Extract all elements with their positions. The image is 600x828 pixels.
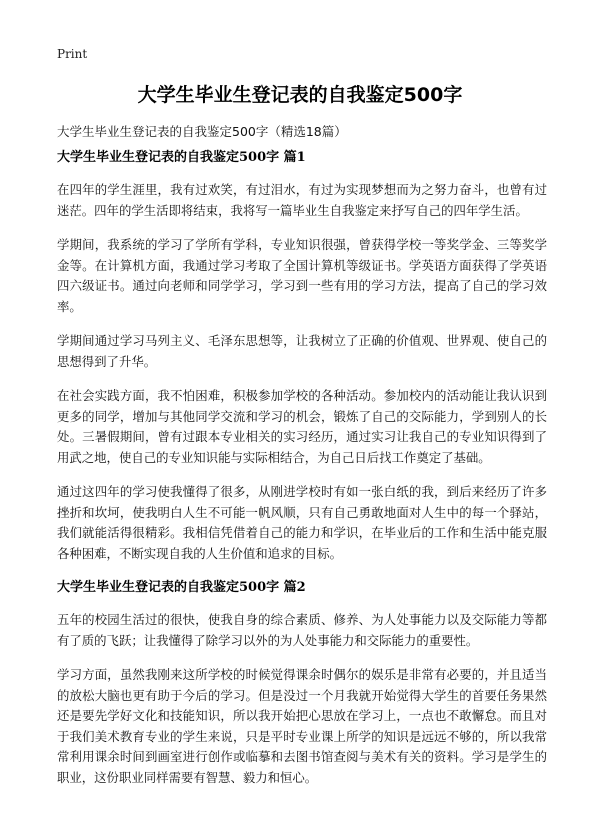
page-title: 大学生毕业生登记表的自我鉴定500字 — [137, 84, 463, 106]
section-1-paragraph-5: 通过这四年的学习使我懂得了很多，从刚进学校时有如一张白纸的我，到后来经历了许多挫折和坎坷，使我明白人生不可能一帆风顺，只有自己勇敢地面对人生中的每一个驿站，我们就能活得很精彩。我相信凭借着自己的能力和学识，在毕业后的工作和生活中能克服各种困难，不断实现自我的人生价值和追求的目标。 — [57, 484, 547, 561]
section-1-paragraph-2: 学期间，我系统的学习了学所有学科，专业知识很强，曾获得学校一等奖学金、三等奖学金等。在计算机方面，我通过学习考取了全国计算机等级证书。学英语方面获得了学英语四六级证书。通过向老师和同学学习，学习到一些有用的学习方法，提高了自己的学习效率。 — [57, 237, 547, 314]
section-heading-1: 大学生毕业生登记表的自我鉴定500字 篇1 — [57, 150, 306, 165]
print-link[interactable]: Print — [57, 47, 88, 61]
section-1-paragraph-3: 学期间通过学习马列主义、毛泽东思想等，让我树立了正确的价值观、世界观、使自己的思想得到了升华。 — [57, 333, 547, 369]
document-content — [57, 148, 547, 802]
section-heading-2: 大学生毕业生登记表的自我鉴定500字 篇2 — [57, 580, 306, 595]
section-2-paragraph-1: 五年的校园生活过的很快，使我自身的综合素质、修养、为人处事能力以及交际能力等都有了质的飞跃；让我懂得了除学习以外的为人处事能力和交际能力的重要性。 — [57, 612, 547, 648]
section-2-paragraph-2: 学习方面，虽然我刚来这所学校的时候觉得课余时偶尔的娱乐是非常有必要的，并且适当的放松大脑也更有助于今后的学习。但是没过一个月我就开始觉得大学生的首要任务果然还是要先学好文化和技能知识，所以我开始把心思放在学习上，一点也不敢懈怠。而且对于我们美术教育专业的学生来说，只是平时专业课上所学的知识是远远不够的，所以我常常利用课余时间到画室进行创作或临摹和去图书馆查阅与美术有关的资料。学习是学生的职业，这份职业同样需要有智慧、毅力和恒心。 — [57, 667, 547, 785]
document-subtitle: 大学生毕业生登记表的自我鉴定500字（精选18篇） — [57, 124, 347, 139]
section-1-paragraph-4: 在社会实践方面，我不怕困难，积极参加学校的各种活动。参加校内的活动能让我认识到更多的同学，增加与其他同学交流和学习的机会，锻炼了自己的交际能力，学到别人的长处。三暑假期间，曾有过跟本专业相关的实习经历，通过实习让我自己的专业知识得到了用武之地，使自己的专业知识能与实际相结合，为自己日后找工作奠定了基础。 — [57, 388, 547, 465]
section-1-paragraph-1: 在四年的学生涯里，我有过欢笑，有过泪水，有过为实现梦想而为之努力奋斗，也曾有过迷茫。四年的学生活即将结束，我将写一篇毕业生自我鉴定来抒写自己的四年学生活。 — [57, 182, 547, 218]
